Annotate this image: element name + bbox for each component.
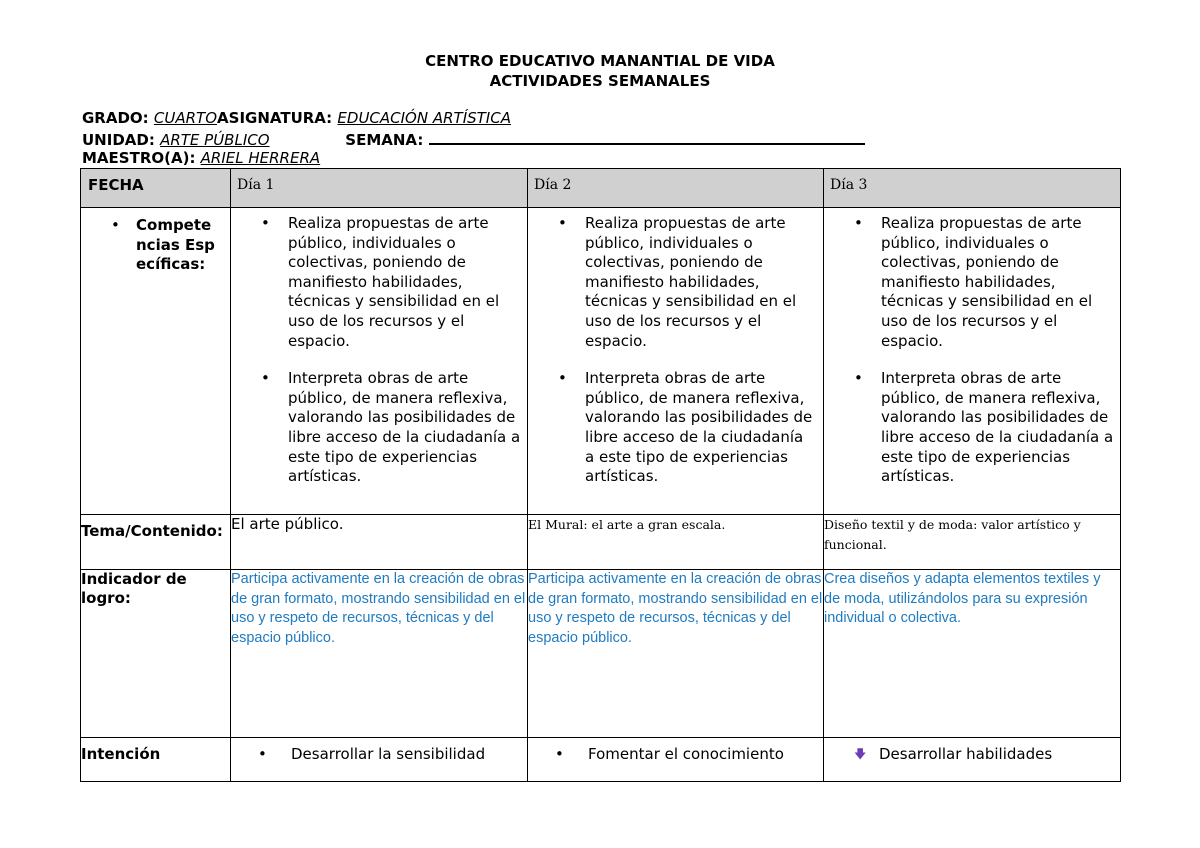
intencion-day-3 bbox=[824, 738, 1121, 782]
intencion-day-2 bbox=[528, 738, 824, 782]
meta-maestro-line bbox=[82, 149, 320, 168]
grado-label: GRADO: bbox=[82, 109, 149, 127]
list-item: • Realiza propuestas de arte público, individuales o colectivas, poniendo de manifiesto habilidades, técnicas y sensibilidad en el uso de los recursos y el espacio. bbox=[558, 214, 797, 350]
list-item: • Interpreta obras de arte público, de manera reflexiva, valorando las posibilidades de libre acceso de la ciudadanía a este tipo de experiencias artísticas. bbox=[854, 369, 1114, 486]
list-item: • Realiza propuestas de arte público, individuales o colectivas, poniendo de manifiesto habilidades, técnicas y sensibilidad en el uso de los recursos y el espacio. bbox=[854, 214, 1093, 350]
bullet-icon: • bbox=[555, 745, 564, 763]
document-subtitle: ACTIVIDADES SEMANALES bbox=[489, 72, 711, 90]
asignatura-label: ASIGNATURA: bbox=[217, 109, 333, 127]
indicador-row bbox=[81, 570, 1121, 738]
meta-unidad-line bbox=[82, 129, 865, 150]
maestro-label: MAESTRO(A): bbox=[82, 149, 196, 167]
semana-blank-line bbox=[429, 129, 865, 145]
indicador-day-1: Participa activamente en la creación de obras de gran formato, mostrando sensibilidad en el uso y respeto de recursos, técnicas y del espacio público. bbox=[231, 570, 528, 738]
competencias-day-3 bbox=[824, 208, 1121, 515]
intencion-label: Intención bbox=[81, 738, 231, 782]
fecha-header: FECHA bbox=[81, 169, 231, 208]
bullet-icon: • bbox=[258, 745, 267, 763]
unidad-label: UNIDAD: bbox=[82, 131, 155, 149]
day-3-header: Día 3 bbox=[824, 169, 1121, 208]
bullet-icon: • bbox=[261, 214, 270, 232]
meta-grado-line bbox=[82, 109, 511, 128]
indicador-day-2: Participa activamente en la creación de obras de gran formato, mostrando sensibilidad en el uso y respeto de recursos, técnicas y del espacio público. bbox=[528, 570, 824, 738]
day-1-header: Día 1 bbox=[231, 169, 528, 208]
bullet-icon: • bbox=[854, 214, 863, 232]
tema-day-3: Diseño textil y de moda: valor artístico y funcional. bbox=[824, 515, 1121, 570]
school-name: CENTRO EDUCATIVO MANANTIAL DE VIDA bbox=[425, 52, 775, 70]
indicador-label: Indicador de logro: bbox=[81, 570, 231, 738]
intencion-day-1 bbox=[231, 738, 528, 782]
intencion-text: Fomentar el conocimiento bbox=[588, 745, 784, 763]
arrow-down-icon: 🡇 bbox=[854, 747, 867, 761]
bullet-icon: • bbox=[558, 214, 567, 232]
asignatura-value: EDUCACIÓN ARTÍSTICA bbox=[337, 109, 511, 127]
day-2-header: Día 2 bbox=[528, 169, 824, 208]
tema-day-2: El Mural: el arte a gran escala. bbox=[528, 515, 824, 570]
bullet-icon: • bbox=[558, 369, 567, 388]
maestro-value: ARIEL HERRERA bbox=[200, 149, 321, 167]
competencias-label: Competencias Específicas: bbox=[136, 216, 215, 273]
list-item: • Interpreta obras de arte público, de manera reflexiva, valorando las posibilidades de libre acceso de la ciudadanía a este tipo de experiencias artísticas. bbox=[558, 369, 813, 486]
bullet-icon: • bbox=[261, 369, 270, 388]
list-item: • Realiza propuestas de arte público, individuales o colectivas, poniendo de manifiesto habilidades, técnicas y sensibilidad en el uso de los recursos y el espacio. bbox=[261, 214, 500, 350]
competencias-day-1 bbox=[231, 208, 528, 515]
table-header-row bbox=[81, 169, 1121, 208]
grado-value: CUARTO bbox=[153, 109, 218, 127]
document-header bbox=[0, 51, 1200, 91]
competencias-label-cell bbox=[81, 208, 231, 515]
indicador-day-3: Crea diseños y adapta elementos textiles y de moda, utilizándolos para su expresión individual o colectiva. bbox=[824, 570, 1121, 738]
bullet-icon: • bbox=[854, 369, 863, 388]
unidad-value: ARTE PÚBLICO bbox=[160, 131, 270, 149]
weekly-plan-table bbox=[80, 168, 1121, 782]
competencias-day-2 bbox=[528, 208, 824, 515]
bullet-icon: • bbox=[111, 216, 120, 234]
intencion-row bbox=[81, 738, 1121, 782]
intencion-text: Desarrollar habilidades bbox=[879, 745, 1053, 763]
list-item: • Interpreta obras de arte público, de manera reflexiva, valorando las posibilidades de libre acceso de la ciudadanía a este tipo de experiencias artísticas. bbox=[261, 369, 521, 486]
semana-label: SEMANA: bbox=[345, 131, 424, 149]
tema-day-1: El arte público. bbox=[231, 515, 528, 570]
intencion-text: Desarrollar la sensibilidad bbox=[291, 745, 486, 763]
competencias-row bbox=[81, 208, 1121, 515]
tema-row bbox=[81, 515, 1121, 570]
tema-label: Tema/Contenido: bbox=[81, 515, 231, 570]
